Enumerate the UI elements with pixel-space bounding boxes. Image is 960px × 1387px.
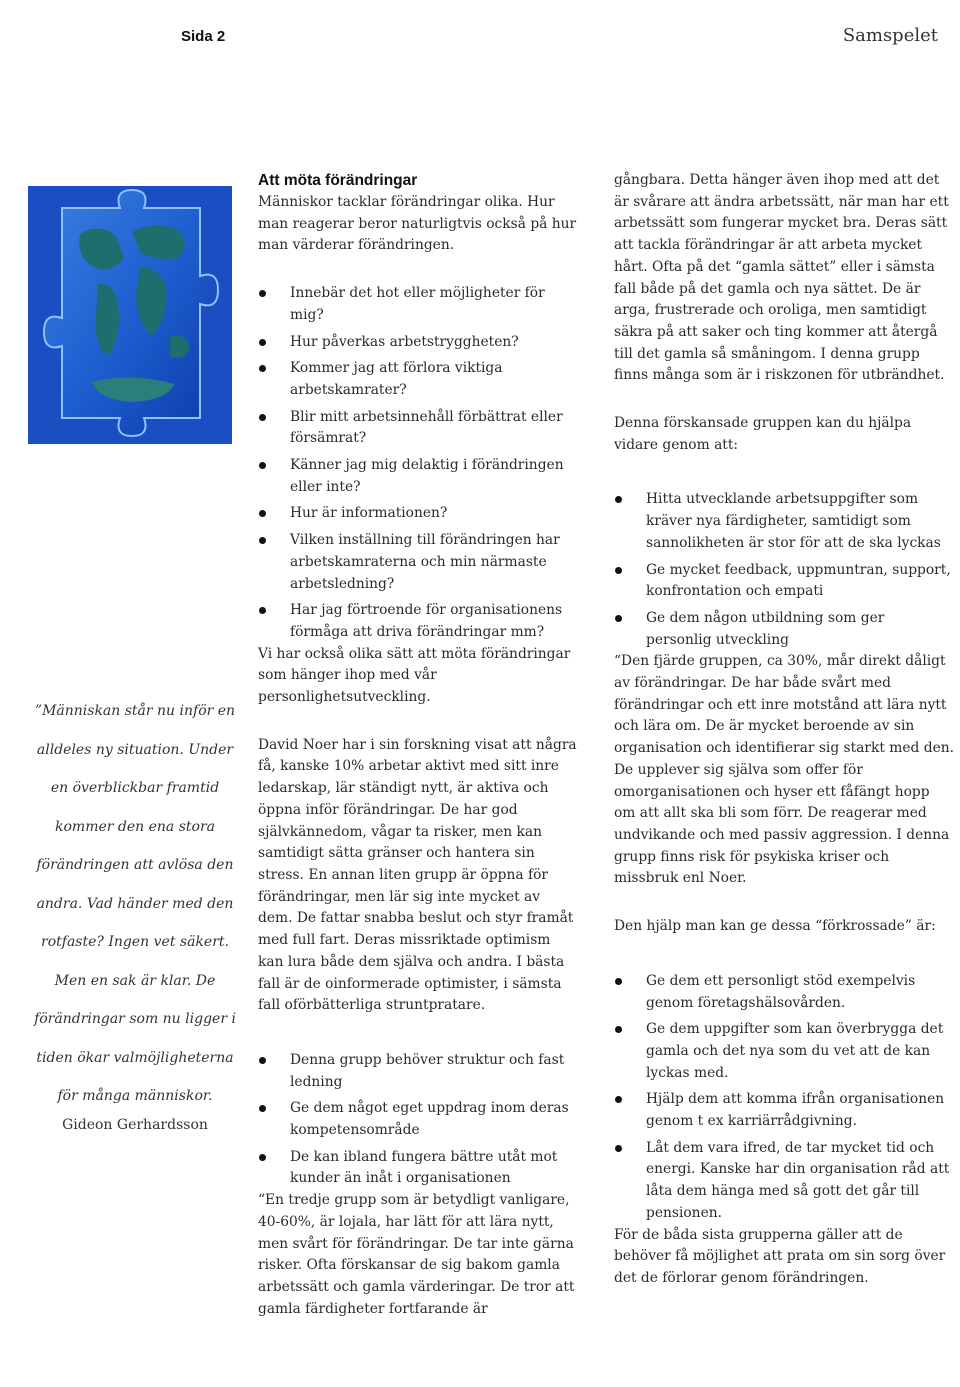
list-item: Har jag förtroende för organisationens förmåga att driva förändringar mm? bbox=[258, 600, 578, 643]
bullet-icon bbox=[615, 496, 622, 503]
crushed-list bbox=[614, 971, 954, 1225]
page-number: Sida 2 bbox=[181, 28, 226, 45]
questions-list bbox=[258, 283, 578, 644]
bullet-icon bbox=[259, 1057, 266, 1064]
bullet-icon bbox=[259, 290, 266, 297]
list-item: Hitta utvecklande arbetsuppgifter som kräver nya färdigheter, samtidigt som sannolikheten är stor för att de ska lyckas bbox=[614, 489, 954, 554]
list-item: Vilken inställning till förändringen har arbetskamraterna och min närmaste arbetsledning? bbox=[258, 530, 578, 595]
bullet-icon bbox=[259, 510, 266, 517]
help-intro: Denna förskansade gruppen kan du hjälpa vidare genom att: bbox=[614, 415, 912, 453]
right-column bbox=[614, 170, 954, 1290]
crushed-intro: Den hjälp man kan ge dessa “förkrossade” är: bbox=[614, 918, 936, 935]
fourth-group-paragraph: “Den fjärde gruppen, ca 30%, mår direkt dåligt av förändringar. De har både svårt med förändringar och ett inre motstånd att lära nytt och lära om. De är mycket beroende av sin organisation och identifierar sig starkt med den. De upplever sig själva som offer för omorganisationen och hyser ett fåfängt hopp om att allt ska bli som förr. De reagerar med undvikande och med passiv aggression. I denna grupp finns risk för psykiska kriser och missbruk enl Noer. bbox=[614, 653, 955, 887]
bullet-icon bbox=[615, 1145, 622, 1152]
section-heading: Att möta förändringar bbox=[258, 172, 418, 189]
list-item: Innebär det hot eller möjligheter för mig? bbox=[258, 283, 578, 326]
newsletter-title: Samspelet bbox=[842, 25, 938, 46]
list-item: Kommer jag att förlora viktiga arbetskamrater? bbox=[258, 358, 578, 401]
bullet-icon bbox=[615, 978, 622, 985]
list-item: Ge dem något eget uppdrag inom deras kompetensområde bbox=[258, 1098, 578, 1141]
third-group-paragraph: “En tredje grupp som är betydligt vanligare, 40-60%, är lojala, har lätt för att lära nytt, men svårt för förändringar. De tar inte gärna risker. Ofta förskansar de sig bakom gamla arbetssätt och gamla värderingar. De tror att gamla färdigheter fortfarande är bbox=[258, 1192, 575, 1317]
list-item: Ge mycket feedback, uppmuntran, support, konfrontation och empati bbox=[614, 560, 954, 603]
list-item: Denna grupp behöver struktur och fast ledning bbox=[258, 1050, 578, 1093]
help-list bbox=[614, 489, 954, 651]
bullet-icon bbox=[259, 462, 266, 469]
intro-paragraph: Människor tacklar förändringar olika. Hur man reagerar beror naturligtvis också på hur man värderar förändringen. bbox=[258, 194, 577, 254]
list-item: Känner jag mig delaktig i förändringen eller inte? bbox=[258, 455, 578, 498]
list-item: Ge dem någon utbildning som ger personlig utveckling bbox=[614, 608, 954, 651]
bullet-icon bbox=[615, 1096, 622, 1103]
closing-paragraph: För de båda sista grupperna gäller att de behöver få möjlighet att prata om sin sorg över det de förlorar genom förändringen. bbox=[614, 1226, 946, 1286]
bullet-icon bbox=[615, 567, 622, 574]
continuation-paragraph: gångbara. Detta hänger även ihop med att det är svårare att ändra arbetssätt, när man har ett arbetssätt som fungerar mycket bra. Deras sätt att tackla förändringar är att arbeta mycket hårt. Ofta på det “gamla sättet” eller i sämsta fall både på det gamla och nya sättet. De är arga, frustrerade och oroliga, men samtidigt säkra på att saker och ting kommer att återgå till det gamla så småningom. I denna grupp finns många som är i riskzonen för utbrändhet. bbox=[614, 172, 949, 384]
list-item: Blir mitt arbetsinnehåll förbättrat eller försämrat? bbox=[258, 407, 578, 450]
group-needs-list bbox=[258, 1050, 578, 1190]
bullet-icon bbox=[259, 1154, 266, 1161]
list-item: De kan ibland fungera bättre utåt mot kunder än inåt i organisationen bbox=[258, 1147, 578, 1190]
page-header bbox=[0, 0, 960, 80]
bullet-icon bbox=[615, 615, 622, 622]
bullet-icon bbox=[259, 339, 266, 346]
middle-column bbox=[258, 170, 578, 1320]
noer-paragraph: David Noer har i sin forskning visat att några få, kanske 10% arbetar aktivt med sitt inre ledarskap, lär ständigt nytt, är aktiva och öppna inför förändringar. De har god självkännedom, vågar ta risker, men kan samtidigt sätta gränser och hantera sin stress. En annan liten grupp är öppna för förändringar, men lär sig inte mycket av dem. De fattar snabba beslut och styr framåt med full fart. Deras missriktade optimism kan lura både dem själva och andra. I bästa fall är de oinformerade optimister, i sämsta fall oförbätterliga struntpratare. bbox=[258, 736, 577, 1014]
bullet-icon bbox=[259, 1105, 266, 1112]
list-item: Ge dem ett personligt stöd exempelvis genom företagshälsovården. bbox=[614, 971, 954, 1014]
bullet-icon bbox=[259, 537, 266, 544]
personality-paragraph: Vi har också olika sätt att möta förändringar som hänger ihop med vår personlighetsutveckling. bbox=[258, 645, 571, 706]
bullet-icon bbox=[259, 365, 266, 372]
list-item: Hjälp dem att komma ifrån organisationen genom t ex karriärrådgivning. bbox=[614, 1089, 954, 1132]
bullet-icon bbox=[259, 607, 266, 614]
bullet-icon bbox=[259, 414, 266, 421]
list-item: Hur är informationen? bbox=[258, 503, 578, 525]
list-item: Hur påverkas arbetstryggheten? bbox=[258, 332, 578, 354]
list-item: Ge dem uppgifter som kan överbrygga det gamla och det nya som du vet att de kan lyckas med. bbox=[614, 1019, 954, 1084]
sidebar-quote: ”Människan står nu inför en alldeles ny situation. Under en överblickbar framtid kommer den ena stora förändringen att avlösa den andra. Vad händer med den rotfaste? Ingen vet säkert. Men en sak är klar. De förändringar som nu ligger i tiden ökar valmöjligheterna för många människor. bbox=[34, 703, 236, 1104]
bullet-icon bbox=[615, 1026, 622, 1033]
list-item: Låt dem vara ifred, de tar mycket tid och energi. Kanske har din organisation råd att låta dem hänga med så gott det går till pensionen. bbox=[614, 1138, 954, 1225]
puzzle-world-map-icon bbox=[28, 186, 232, 444]
quote-author: Gideon Gerhardsson bbox=[62, 1117, 208, 1133]
